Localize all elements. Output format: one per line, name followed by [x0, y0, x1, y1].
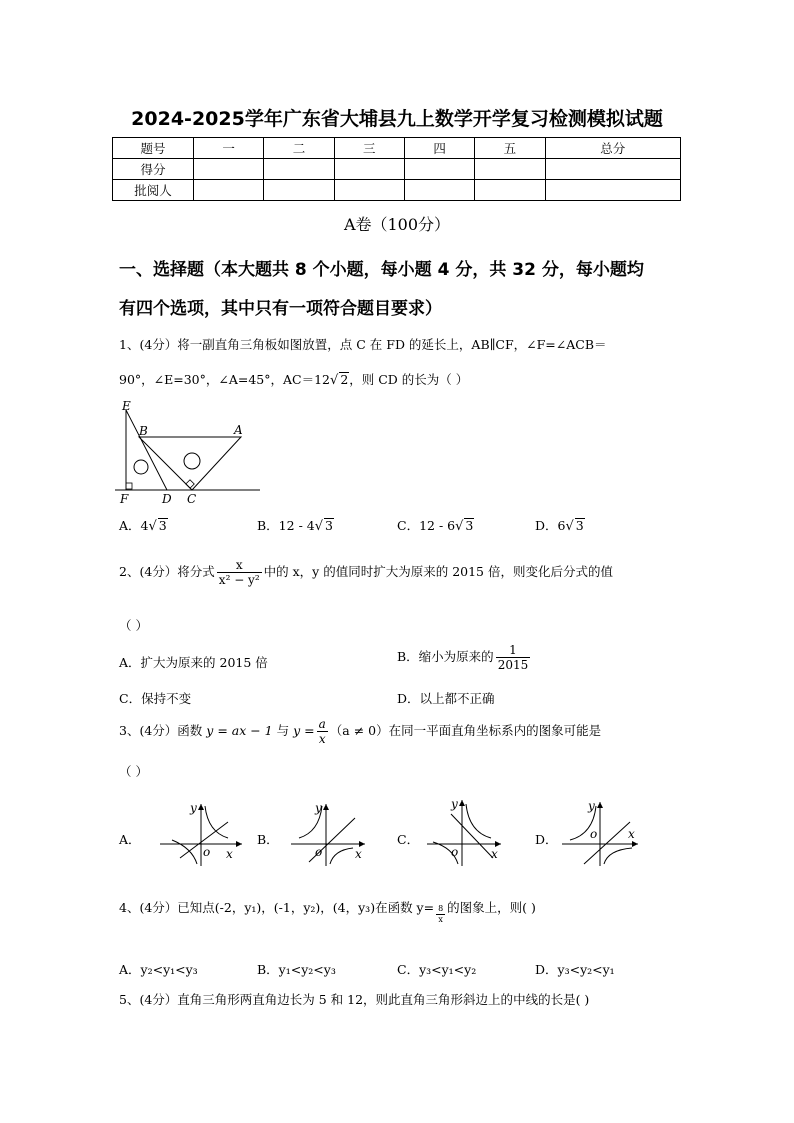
- circle-hole-left: [134, 460, 148, 474]
- score-header-cell: 五: [475, 138, 545, 159]
- score-header-cell: 三: [334, 138, 404, 159]
- section-heading-line2: 有四个选项，其中只有一项符合题目要求）: [119, 299, 442, 319]
- score-cell: [264, 180, 334, 201]
- q4-option-b: B．y₁<y₂<y₃: [257, 962, 336, 977]
- score-cell: [545, 180, 680, 201]
- label-b: B: [139, 424, 148, 438]
- svg-text:y: y: [451, 797, 458, 811]
- q1-line2-tail: ，则 CD 的长为（ ）: [349, 372, 469, 387]
- score-row-label: 得分: [113, 159, 194, 180]
- score-cell: [475, 180, 545, 201]
- q3-graph-b: [289, 800, 369, 870]
- q5-line1: 5、(4分）直角三角形两直角边长为 5 和 12，则此直角三角形斜边上的中线的长是( ): [119, 992, 590, 1007]
- q2-option-d: D．以上都不正确: [397, 691, 495, 706]
- score-table-row: [113, 180, 681, 201]
- q3-line1: 3、(4分）函数 y = ax − 1 与 y = $\frac{a}{x}$ （a ≠ 0）在同一平面直角坐标系内的图象可能是: [119, 717, 602, 746]
- score-cell: [264, 159, 334, 180]
- svg-text:o: o: [590, 827, 598, 841]
- section-heading-line1: 一、选择题（本大题共 8 个小题，每小题 4 分，共 32 分，每小题均: [119, 260, 644, 280]
- right-angle-mark-c: [186, 480, 194, 488]
- score-cell: [194, 180, 264, 201]
- score-cell: [194, 159, 264, 180]
- svg-text:o: o: [203, 845, 211, 859]
- label-e: E: [122, 399, 131, 413]
- svg-text:x: x: [355, 847, 362, 861]
- q1-option-b: B．12 - 4√ 3: [257, 518, 333, 534]
- hyperbola-branch: [330, 848, 353, 864]
- volume-heading: A卷（100分）: [343, 215, 451, 234]
- score-cell: [404, 159, 474, 180]
- q3-graph-c: [425, 796, 505, 870]
- svg-text:y: y: [588, 799, 595, 813]
- q3-option-b-label: B．: [257, 832, 279, 847]
- q4-option-c: C．y₃<y₁<y₂: [397, 962, 477, 977]
- svg-text:y: y: [315, 801, 322, 815]
- triangle-efd: [126, 410, 167, 490]
- q1-figure: [112, 398, 262, 506]
- q1-line2: 90°，∠E=30°，∠A=45°，AC＝12√ 2，则 CD 的长为（ ）: [119, 372, 469, 388]
- q3-option-a-label: A．: [119, 832, 141, 847]
- score-table: [112, 137, 681, 201]
- score-cell: [404, 180, 474, 201]
- score-cell: [334, 180, 404, 201]
- score-header-cell: 一: [194, 138, 264, 159]
- hyperbola-branch: [205, 806, 228, 838]
- q1-line2-text: 90°，∠E=30°，∠A=45°，AC＝12: [119, 372, 331, 387]
- hyperbola-branch: [466, 804, 491, 838]
- score-header-cell: 四: [404, 138, 474, 159]
- q4-option-a: A．y₂<y₁<y₃: [119, 962, 198, 977]
- q4-line1: 4、(4分）已知点(-2，y₁)，(-1，y₂)，(4，y₃)在函数 y= $\frac{8}{x}$ 的图象上，则( ): [119, 900, 536, 924]
- q2-answer-paren: （ ）: [119, 618, 148, 633]
- q1-option-d: D．6√ 3: [535, 518, 584, 534]
- q2-line1: 2、(4分）将分式 $\frac{x}{\text{x² − y²}}$ 中的 x，y 的值同时扩大为原来的 2015 倍，则变化后分式的值: [119, 558, 613, 587]
- svg-text:o: o: [451, 845, 459, 859]
- label-d: D: [162, 492, 172, 506]
- q3-answer-paren: （ ）: [119, 764, 148, 779]
- svg-text:x: x: [628, 827, 635, 841]
- circle-hole-right: [184, 453, 200, 469]
- svg-text:x: x: [491, 847, 498, 861]
- q2-fraction: $\frac{x}{\text{x² − y²}}$: [218, 558, 260, 587]
- score-row-label: 批阅人: [113, 180, 194, 201]
- q3-option-c-label: C．: [397, 832, 420, 847]
- label-f: F: [120, 492, 129, 506]
- q2-option-c: C．保持不变: [119, 691, 192, 706]
- q1-radicand: 2: [340, 372, 349, 387]
- q1-line1: 1、(4分）将一副直角三角板如图放置，点 C 在 FD 的延长上，AB∥CF，∠F=∠ACB＝: [119, 337, 607, 352]
- q3-graph-d: [560, 798, 642, 870]
- score-cell: [475, 159, 545, 180]
- q1-option-c: C．12 - 6√ 3: [397, 518, 474, 534]
- page-title: 2024-2025学年广东省大埔县九上数学开学复习检测模拟试题: [131, 108, 663, 130]
- q2-option-a: A．扩大为原来的 2015 倍: [119, 655, 268, 670]
- score-header-cell: 二: [264, 138, 334, 159]
- label-c: C: [187, 492, 197, 506]
- q3-option-d-label: D．: [535, 832, 558, 847]
- score-header-cell: 题号: [113, 138, 194, 159]
- q2-option-b: B．缩小为原来的 $\frac{1}{2015}$: [397, 643, 529, 672]
- score-header-cell: 总分: [545, 138, 680, 159]
- svg-text:y: y: [190, 801, 197, 815]
- right-angle-mark-f: [126, 483, 132, 489]
- score-table-row: [113, 159, 681, 180]
- q1-option-a: A．4√ 3: [119, 518, 167, 534]
- score-cell: [334, 159, 404, 180]
- svg-text:x: x: [226, 847, 233, 861]
- label-a: A: [234, 423, 243, 437]
- svg-text:o: o: [315, 845, 323, 859]
- q3-graph-a: [156, 800, 246, 870]
- score-cell: [545, 159, 680, 180]
- hyperbola-branch: [604, 848, 632, 864]
- q4-option-d: D．y₃<y₂<y₁: [535, 962, 615, 977]
- triangle-bac: [139, 437, 241, 490]
- score-table-header-row: [113, 138, 681, 159]
